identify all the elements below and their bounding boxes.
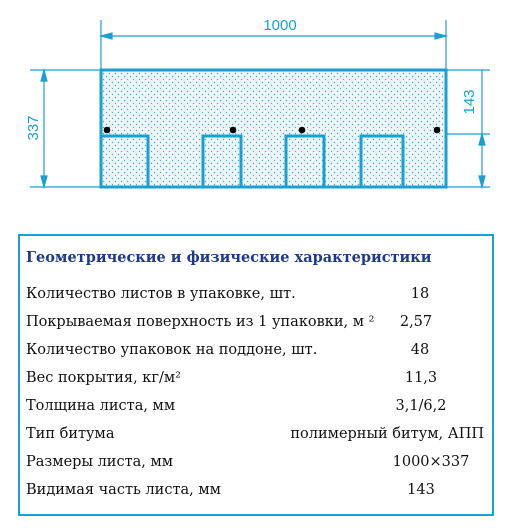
table-row — [26, 286, 486, 313]
row-label: Видимая часть листа, мм — [26, 482, 221, 498]
row-label: Покрываемая поверхность из 1 упаковки, м ² — [26, 314, 375, 330]
nail-point — [230, 127, 237, 134]
shingle-diagram — [0, 0, 508, 225]
table-title: Геометрические и физические характеристики — [26, 249, 432, 266]
visible-dimension — [446, 70, 490, 187]
width-label: 1000 — [263, 17, 297, 34]
row-label: Тип битума — [26, 426, 115, 442]
row-value: 2,57 — [399, 314, 433, 330]
row-value: 143 — [407, 482, 435, 498]
row-value: полимерный битум, АПП — [290, 426, 484, 442]
table-row — [26, 398, 486, 425]
row-value: 1000×337 — [392, 454, 470, 470]
table-row — [26, 314, 486, 341]
table-row — [26, 370, 486, 397]
table-row — [26, 342, 486, 369]
visible-label: 143 — [461, 89, 478, 115]
nail-point — [434, 127, 441, 134]
row-value: 18 — [410, 286, 430, 302]
height-label: 337 — [25, 115, 42, 141]
row-value: 3,1/6,2 — [395, 398, 447, 414]
nail-point — [104, 127, 111, 134]
row-label: Количество упаковок на поддоне, шт. — [26, 342, 318, 358]
row-value: 11,3 — [404, 370, 438, 386]
table-row — [26, 482, 486, 509]
shingle-sheet — [101, 70, 446, 187]
row-label: Количество листов в упаковке, шт. — [26, 286, 296, 302]
nail-point — [299, 127, 306, 134]
row-value: 48 — [410, 342, 430, 358]
characteristics-table — [18, 234, 494, 516]
row-label: Размеры листа, мм — [26, 454, 174, 470]
table-row — [26, 426, 486, 453]
table-row — [26, 454, 486, 481]
row-label: Толщина листа, мм — [26, 398, 176, 414]
row-label: Вес покрытия, кг/м² — [26, 370, 181, 386]
